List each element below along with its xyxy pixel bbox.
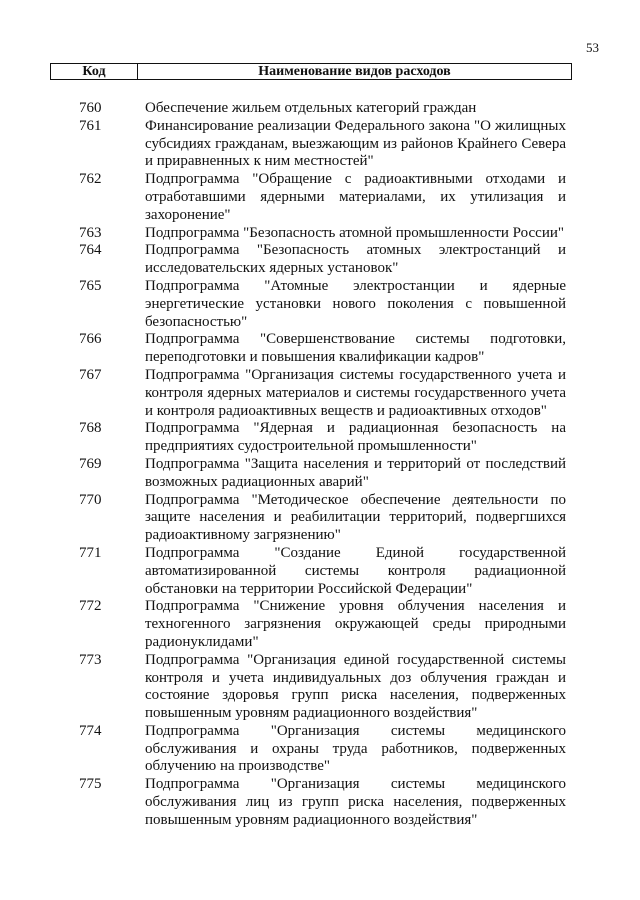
row-description: Подпрограмма "Обращение с радиоактивными отходами и отработавшими ядерными материалами, их утилизация и захоронение": [145, 171, 566, 223]
row-code: 772: [79, 598, 102, 615]
row-description: Подпрограмма "Атомные электростанции и ядерные энергетические установки нового поколения с повышенной безопасностью": [145, 277, 566, 330]
row-description: Финансирование реализации Федерального закона "О жилищных субсидиях гражданам, выезжающим из районов Крайнего Севера и приравненных к ним местностей": [145, 117, 566, 170]
table-row: [79, 598, 566, 651]
row-code: 774: [79, 722, 102, 739]
row-code: 763: [79, 224, 102, 241]
row-description: Подпрограмма "Организация системы медицинского обслуживания и охраны труда работников, подверженных облучению на производстве": [145, 722, 566, 775]
row-code: 765: [79, 277, 102, 294]
row-description: Подпрограмма "Организация системы государственного учета и контроля ядерных материалов и системы государственного учета и контроля радиоактивных веществ и радиоактивных отходов": [145, 366, 566, 419]
table-row: [79, 456, 566, 492]
table-row: [79, 492, 566, 545]
row-code: 775: [79, 776, 102, 793]
row-description: Подпрограмма "Снижение уровня облучения населения и техногенного загрязнения окружающей среды природными радионуклидами": [145, 598, 566, 650]
row-description: Подпрограмма "Организация системы медицинского обслуживания лиц из групп риска населения, подверженных повышенным уровням радиационного воздействия": [145, 776, 566, 828]
row-code: 769: [79, 455, 102, 472]
table-row: [79, 776, 566, 829]
row-description: Подпрограмма "Защита населения и территорий от последствий возможных радиационных аварий": [145, 455, 566, 490]
row-code: 768: [79, 420, 102, 437]
table-row: [79, 278, 566, 331]
table-row: [79, 100, 566, 118]
table-row: [79, 242, 566, 278]
row-description: Подпрограмма "Совершенствование системы подготовки, переподготовки и повышения квалификации кадров": [145, 331, 566, 366]
table-row: [79, 225, 566, 243]
row-description: Подпрограмма "Методическое обеспечение деятельности по защите населения и реабилитации территорий, подвергшихся радиоактивному загрязнению": [145, 491, 566, 544]
table-row: [79, 171, 566, 224]
row-code: 762: [79, 171, 102, 188]
page-number: 53: [586, 40, 599, 55]
expense-list: [79, 100, 566, 830]
row-code: 760: [79, 100, 102, 116]
table-row: [79, 652, 566, 723]
table-row: [79, 331, 566, 367]
table-header: [50, 63, 572, 80]
row-description: Подпрограмма "Безопасность атомной промышленности России": [145, 224, 565, 241]
row-code: 770: [79, 491, 102, 508]
row-code: 767: [79, 366, 102, 383]
row-code: 766: [79, 331, 102, 348]
row-description: Подпрограмма "Ядерная и радиационная безопасность на предприятиях судостроительной промышленности": [145, 420, 566, 455]
header-code: Код: [51, 64, 138, 79]
table-row: [79, 367, 566, 420]
table-row: [79, 723, 566, 776]
row-description: Обеспечение жильем отдельных категорий граждан: [145, 100, 477, 116]
table-row: [79, 420, 566, 456]
table-row: [79, 545, 566, 598]
row-code: 771: [79, 544, 102, 561]
row-code: 761: [79, 117, 102, 134]
row-code: 764: [79, 242, 102, 259]
table-row: [79, 118, 566, 171]
row-description: Подпрограмма "Создание Единой государственной автоматизированной системы контроля радиационной обстановки на территории Российской Федерации": [145, 544, 566, 597]
row-description: Подпрограмма "Организация единой государственной системы контроля и учета индивидуальных доз облучения граждан и состояние здоровья групп риска населения, подверженных повышенным уровням радиационного воздействия": [145, 651, 566, 722]
row-description: Подпрограмма "Безопасность атомных электростанций и исследовательских ядерных установок": [145, 242, 566, 277]
row-code: 773: [79, 651, 102, 668]
header-name: Наименование видов расходов: [258, 64, 451, 79]
